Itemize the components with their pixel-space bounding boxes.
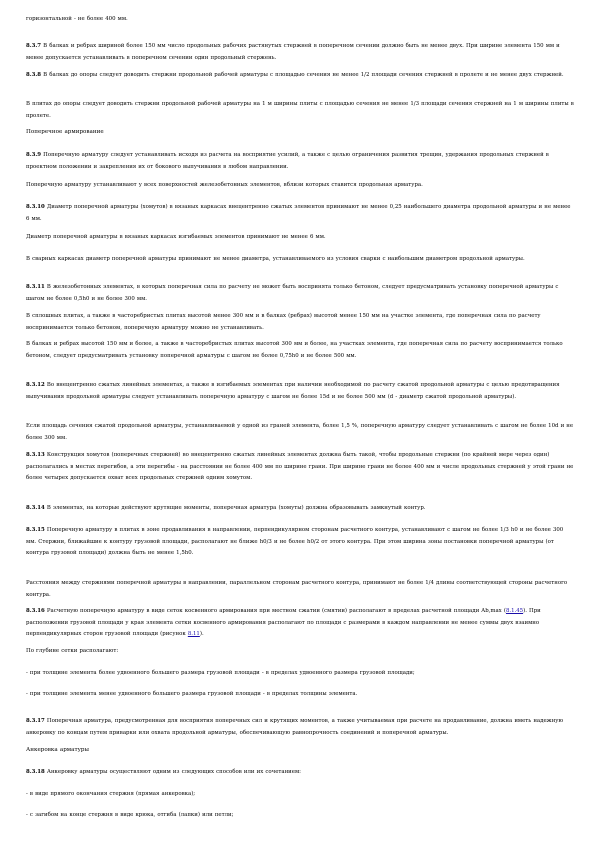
section-heading: Поперечное армирование — [26, 129, 104, 135]
clause-number: 8.3.11 — [26, 284, 45, 290]
list-item: - при толщине элемента более удвоенного большего размера грузовой площади - в пределах удвоенного размера грузовой площади; — [26, 670, 415, 676]
clause-number: 8.3.17 — [26, 718, 45, 724]
clause-8-3-10: 8.3.10 Диаметр поперечной арматуры (хомутов) в вязаных каркасах внецентренно сжатых элементов принимают не менее 0,25 наибольшего диаметра продольной арматуры и не менее 6 мм. — [26, 204, 571, 222]
clause-8-3-15: 8.3.15 Поперечную арматуру в плитах в зоне продавливания в направлении, перпендикулярном сторонам расчетного контура, устанавливают с шагом не более 1/3 h0 и не более 300 мм. Стержни, ближайшие к контуру грузовой площади, располагают не ближе h0/3 и не более h0/2 от этого контура. При этом ширина зоны постановки поперечной арматуры (от контура грузовой площади) должна быть не менее 1,5h0. — [26, 527, 564, 556]
clause-number: 8.3.14 — [26, 505, 45, 511]
paragraph: В балках и ребрах высотой 150 мм и более, а также в часторебристых плитах высотой 300 мм и более, на участках элемента, где поперечная сила по расчету воспринимается только бетоном, следует предусматривать установку поперечной арматуры с шагом не более 0,75h0 и не более 500 мм. — [26, 341, 563, 359]
figure-link-8-11[interactable]: 8.11 — [187, 631, 200, 637]
paragraph: В сварных каркасах диаметр поперечной арматуры принимают не менее диаметра, устанавливаемого из условия сварки с наибольшим диаметром продольной арматуры. — [26, 256, 525, 262]
clause-number: 8.3.8 — [26, 72, 42, 78]
section-heading: Анкеровка арматуры — [26, 747, 89, 753]
paragraph: В плитах до опоры следует доводить стержни продольной рабочей арматуры на 1 м ширины плиты с площадью сечения не менее 1/3 площади сечения стержней на 1 м ширины плиты в пролете. — [26, 101, 574, 119]
paragraph-continuation: горизонтальной - не более 400 мм. — [26, 16, 128, 22]
list-item: - с загибом на конце стержня в виде крюка, отгиба (лапки) или петли; — [26, 812, 234, 818]
clause-8-3-13: 8.3.13 Конструкция хомутов (поперечных стержней) во внецентренно сжатых линейных элементах должна быть такой, чтобы продольные стержни (по крайней мере через один) располагались в местах перегибов, а эти перегибы - на расстоянии не более 400 мм по ширине грани. При ширине грани не более 400 мм и числе продольных стержней у этой грани не более четырех допускается охват всех продольных стержней одним хомутом. — [26, 452, 574, 481]
clause-8-3-12: 8.3.12 Во внецентренно сжатых линейных элементах, а также в изгибаемых элементах при наличии необходимой по расчету сжатой продольной арматуры с целью предотвращения выпучивания продольной арматуры следует устанавливать поперечную арматуру с шагом не более 15d и не более 500 мм (d - диаметр сжатой продольной арматуры). — [26, 382, 560, 400]
list-item: - в виде прямого окончания стержня (прямая анкеровка); — [26, 791, 196, 797]
clause-8-3-11: 8.3.11 В железобетонных элементах, в которых поперечная сила по расчету не может быть воспринята только бетоном, следует предусматривать установку поперечной арматуры с шагом не более 0,5h0 и не более 300 мм. — [26, 284, 559, 302]
clause-8-3-18: 8.3.18 Анкеровку арматуры осуществляют одним из следующих способов или их сочетанием: — [26, 769, 301, 775]
clause-number: 8.3.10 — [26, 204, 45, 210]
clause-number: 8.3.7 — [26, 43, 42, 49]
clause-8-3-16: 8.3.16 Расчетную поперечную арматуру в виде сеток косвенного армирования при местном сжатии (смятии) располагают в пределах расчетной площади Ab,max (8.1.45). При расположении грузовой площади у края элемента сетки косвенного армирования располагают по площади с размерами в каждом направлении не менее суммы двух взаимно перпендикулярных сторон грузовой площади (рисунок 8.11). — [26, 608, 541, 637]
clause-number: 8.3.13 — [26, 452, 45, 458]
clause-number: 8.3.9 — [26, 152, 42, 158]
clause-number: 8.3.12 — [26, 382, 45, 388]
paragraph: По глубине сетки располагают: — [26, 648, 119, 654]
clause-8-3-7: 8.3.7 В балках и ребрах шириной более 150 мм число продольных рабочих растянутых стержней в поперечном сечении должно быть не менее двух. При ширине элемента 150 мм и менее допускается устанавливать в поперечном сечении один продольный стержень. — [26, 43, 560, 61]
clause-number: 8.3.15 — [26, 527, 45, 533]
clause-8-3-8: 8.3.8 В балках до опоры следует доводить стержни продольной рабочей арматуры с площадью сечения не менее 1/2 площади сечения стержней в пролете и не менее двух стержней. — [26, 72, 564, 78]
list-item: - при толщине элемента менее удвоенного большего размера грузовой площади - в пределах толщины элемента. — [26, 691, 358, 697]
paragraph: Диаметр поперечной арматуры в вязаных каркасах изгибаемых элементов принимают не менее 6 мм. — [26, 234, 326, 240]
clause-number: 8.3.16 — [26, 608, 45, 614]
paragraph: В сплошных плитах, а также в часторебристых плитах высотой менее 300 мм и в балках (ребрах) высотой менее 150 мм на участке элемента, где поперечная сила по расчету воспринимается только бетоном, поперечную арматуру можно не устанавливать. — [26, 313, 541, 331]
clause-number: 8.3.18 — [26, 769, 45, 775]
paragraph: Расстояния между стержнями поперечной арматуры в направлении, параллельном сторонам расчетного контура, принимают не более 1/4 длины соответствующей стороны расчетного контура. — [26, 580, 568, 598]
clause-link-8-1-45[interactable]: 8.1.45 — [505, 608, 524, 614]
clause-8-3-9: 8.3.9 Поперечную арматуру следует устанавливать исходя из расчета на восприятие усилий, а также с целью ограничения развития трещин, удержания продольных стержней в проектном положении и закрепления их от бокового выпучивания в любом направлении. — [26, 152, 549, 170]
clause-8-3-17: 8.3.17 Поперечная арматура, предусмотренная для восприятия поперечных сил и крутящих моментов, а также учитываемая при расчете на продавливание, должна иметь надежную анкеровку по концам путем приварки или охвата продольной арматуры, обеспечивающую равнопрочность соединений и поперечной арматуры. — [26, 718, 564, 736]
paragraph: Поперечную арматуру устанавливают у всех поверхностей железобетонных элементов, вблизи которых ставится продольная арматура. — [26, 182, 423, 188]
clause-8-3-14: 8.3.14 В элементах, на которые действуют крутящие моменты, поперечная арматура (хомуты) должна образовывать замкнутый контур. — [26, 505, 426, 511]
paragraph: Если площадь сечения сжатой продольной арматуры, устанавливаемой у одной из граней элемента, более 1,5 %, поперечную арматуру следует устанавливать с шагом не более 10d и не более 300 мм. — [26, 423, 574, 441]
